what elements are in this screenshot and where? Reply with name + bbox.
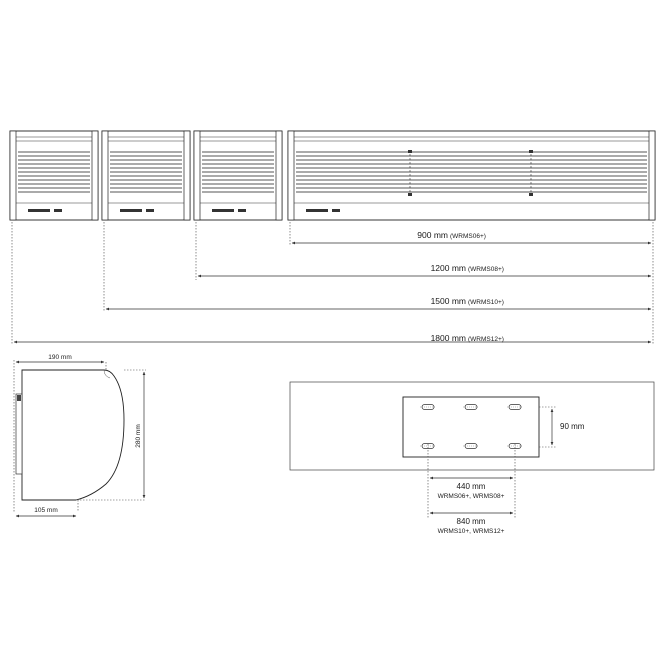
width-1500-value: 1500 mm xyxy=(430,296,466,306)
wall-bracket xyxy=(16,394,22,474)
front-view-units xyxy=(10,131,655,220)
spacing-440-models: WRMS06+, WRMS08+ xyxy=(437,493,505,500)
width-900-value: 900 mm xyxy=(417,230,448,240)
spacing-840-value: 840 mm xyxy=(456,517,486,526)
side-profile xyxy=(22,370,124,500)
side-depth-label: 190 mm xyxy=(48,354,72,361)
side-height-label: 280 mm xyxy=(135,424,142,448)
width-1800-model: (WRMS12+) xyxy=(468,336,504,343)
width-dimensions xyxy=(14,230,651,343)
side-base-label: 105 mm xyxy=(34,507,58,514)
side-view xyxy=(14,354,146,516)
width-1200-value: 1200 mm xyxy=(430,263,466,273)
heater-unit-wide xyxy=(288,131,655,220)
mounting-plate-view xyxy=(290,382,654,535)
heater-unit-large xyxy=(194,131,282,220)
width-1800-value: 1800 mm xyxy=(430,333,466,343)
width-1200-model: (WRMS08+) xyxy=(468,266,504,273)
width-900-model: (WRMS06+) xyxy=(450,233,486,240)
width-1500-model: (WRMS10+) xyxy=(468,299,504,306)
spacing-840-models: WRMS10+, WRMS12+ xyxy=(437,528,505,535)
plate-height-label: 90 mm xyxy=(560,422,585,431)
heater-unit-medium xyxy=(102,131,190,220)
extension-lines xyxy=(12,222,653,345)
heater-unit-small xyxy=(10,131,98,220)
spacing-440-value: 440 mm xyxy=(456,482,486,491)
